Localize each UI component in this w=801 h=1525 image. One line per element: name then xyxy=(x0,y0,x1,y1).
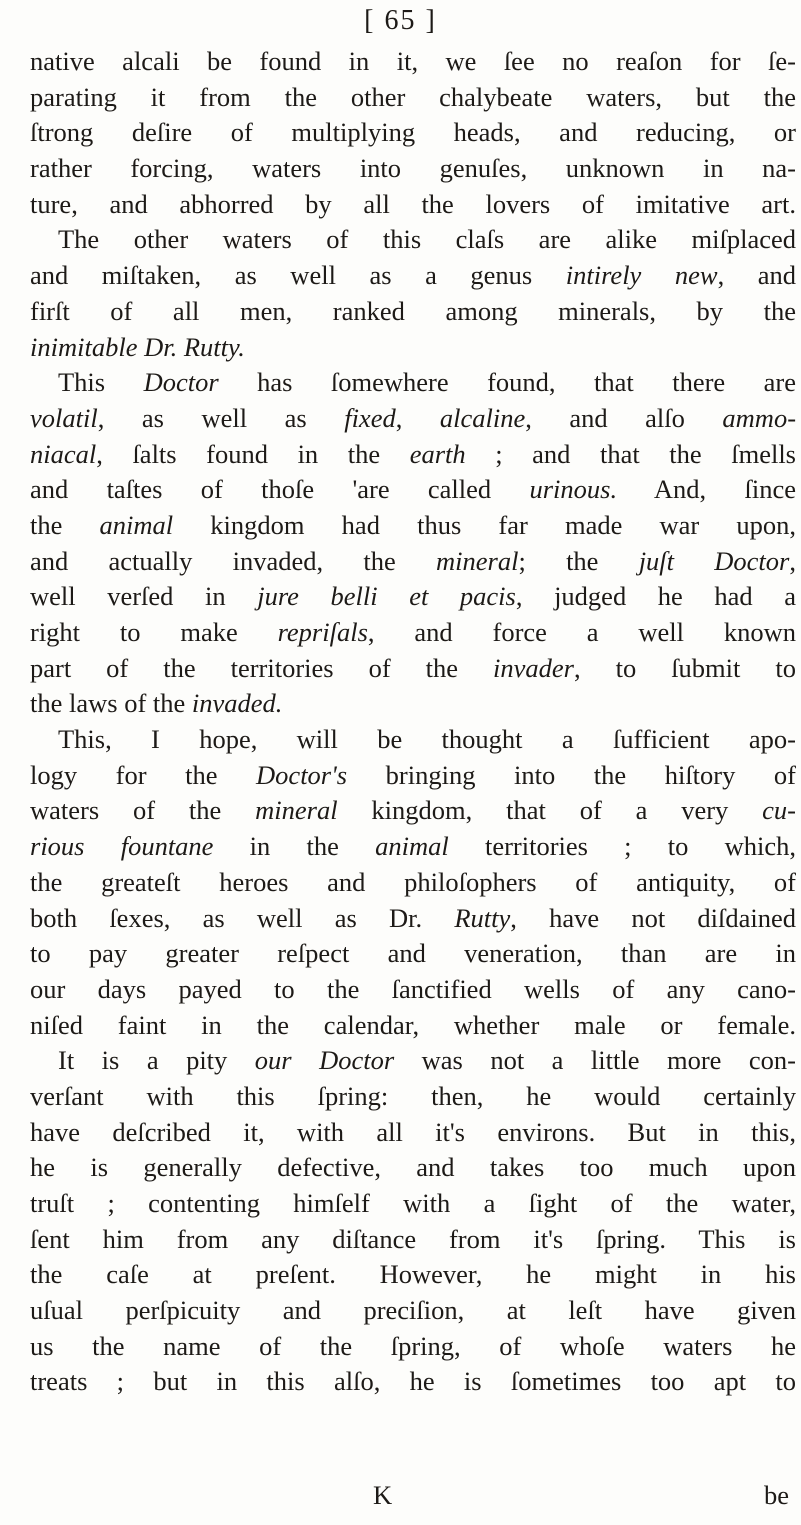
text-line xyxy=(30,1150,796,1186)
italic-text: niacal xyxy=(30,438,97,469)
text-line xyxy=(30,44,796,80)
text-run: the laws of the xyxy=(30,688,192,719)
text-run: ture, and abhorred by all the lovers of imitative art. xyxy=(30,188,796,219)
text-line xyxy=(30,508,796,544)
text-line xyxy=(30,472,796,508)
italic-text: rious fountane xyxy=(30,831,214,862)
text-line xyxy=(30,258,796,294)
text-line xyxy=(30,972,796,1008)
text-run: The other waters of this claſs are alike miſplaced xyxy=(58,224,796,255)
text-run: both ſexes, as well as Dr. xyxy=(30,902,455,933)
text-line xyxy=(30,1293,796,1329)
text-run: It is a pity xyxy=(58,1045,255,1076)
italic-text: intirely new xyxy=(565,260,718,291)
text-run: , to ſubmit to xyxy=(573,652,796,683)
text-line xyxy=(30,151,796,187)
text-run: parating it from the other chalybeate waters, but the xyxy=(30,81,796,112)
italic-text: urinous. xyxy=(529,474,618,505)
text-run: he is generally defective, and takes too much upon xyxy=(30,1152,796,1183)
text-line xyxy=(30,615,796,651)
italic-text: Rutty xyxy=(454,902,511,933)
text-run: kingdom had thus far made war upon, xyxy=(173,509,797,540)
text-line xyxy=(30,222,796,258)
text-line xyxy=(30,330,796,366)
text-run: waters of the xyxy=(30,795,256,826)
italic-text: mineral xyxy=(436,545,519,576)
text-run: was not a little more con- xyxy=(394,1045,796,1076)
text-run: firſt of all men, ranked among minerals, by the xyxy=(30,295,796,326)
text-run: , and alſo xyxy=(525,402,723,433)
text-line xyxy=(30,1115,796,1151)
italic-text: earth xyxy=(409,438,466,469)
body-text xyxy=(30,44,796,1400)
text-run: uſual perſpicuity and preciſion, at leſt have given xyxy=(30,1295,796,1326)
text-line xyxy=(30,437,796,473)
italic-text: alcaline xyxy=(439,402,526,433)
italic-text: repriſals xyxy=(277,617,368,647)
text-line xyxy=(30,401,796,437)
text-run: territories ; to which, xyxy=(448,831,796,862)
text-run: to pay greater reſpect and veneration, than are in xyxy=(30,938,796,969)
italic-text: fixed xyxy=(344,402,396,433)
text-run: bringing into the hiſtory of xyxy=(347,759,796,790)
signature-mark: K xyxy=(373,1480,393,1510)
text-run: kingdom, that of a very xyxy=(337,795,763,826)
text-run: niſed faint in the calendar, whether male or female. xyxy=(30,1009,796,1040)
text-line xyxy=(30,936,796,972)
text-run: the caſe at preſent. However, he might in his xyxy=(30,1259,796,1290)
text-line xyxy=(30,1186,796,1222)
text-run: , have not diſdained xyxy=(510,902,797,933)
text-line xyxy=(30,1329,796,1365)
text-line xyxy=(30,1043,796,1079)
text-line xyxy=(30,579,796,615)
text-line xyxy=(30,294,796,330)
text-run: , and force a well known xyxy=(367,617,796,647)
text-run: rather forcing, waters into genuſes, unknown in na- xyxy=(30,153,796,184)
text-run: our days payed to the ſanctified wells of any cano- xyxy=(30,973,796,1004)
text-line xyxy=(30,686,796,722)
text-run: , judged he had a xyxy=(515,581,796,612)
text-line xyxy=(30,1364,796,1400)
italic-text: animal xyxy=(375,831,449,862)
italic-text: jure belli et pacis xyxy=(257,581,516,612)
italic-text: our Doctor xyxy=(254,1045,395,1076)
text-run: ſtrong deſire of multiplying heads, and reducing, or xyxy=(30,117,796,148)
italic-text: juſt Doctor xyxy=(638,545,790,576)
text-run: us the name of the ſpring, of whoſe waters he xyxy=(30,1330,796,1361)
text-run: logy for the xyxy=(30,759,257,790)
italic-text: invaded. xyxy=(191,688,283,719)
text-run: truſt ; contenting himſelf with a ſight of the water, xyxy=(30,1188,796,1218)
italic-text: cu- xyxy=(762,795,796,826)
text-run: ; and that the ſmells xyxy=(465,438,796,469)
italic-text: volatil xyxy=(30,402,98,433)
text-line xyxy=(30,80,796,116)
text-run: This, I hope, will be thought a ſufficient apo- xyxy=(58,724,796,755)
text-run: , and xyxy=(717,260,796,291)
italic-text: mineral xyxy=(255,795,338,826)
text-run: and miſtaken, as well as a genus xyxy=(30,260,566,291)
text-run: And, ſince xyxy=(617,474,796,505)
italic-text: animal xyxy=(99,509,174,540)
text-run: This xyxy=(58,367,144,398)
text-line xyxy=(30,544,796,580)
text-line xyxy=(30,1257,796,1293)
text-line xyxy=(30,115,796,151)
page-footer xyxy=(0,1477,801,1513)
text-line xyxy=(30,365,796,401)
catchword: be xyxy=(763,1480,789,1510)
text-line xyxy=(30,829,796,865)
text-run: and taſtes of thoſe 'are called xyxy=(30,474,530,505)
text-run: native alcali be found in it, we ſee no reaſon for ſe- xyxy=(30,46,796,76)
text-run: ſent him from any diſtance from it's ſpring. This is xyxy=(30,1223,796,1254)
text-run: ; the xyxy=(518,545,639,576)
text-run: right to make xyxy=(30,617,278,647)
text-run: well verſed in xyxy=(30,581,258,612)
text-line xyxy=(30,187,796,223)
text-run: , ſalts found in the xyxy=(96,438,410,469)
text-line xyxy=(30,758,796,794)
text-line xyxy=(30,722,796,758)
italic-text: Doctor's xyxy=(256,759,348,790)
text-run: treats ; but in this alſo, he is ſometimes too apt to xyxy=(30,1366,796,1397)
text-run: , xyxy=(395,402,440,433)
text-run: has ſomewhere found, that there are xyxy=(218,367,796,398)
italic-text: Doctor xyxy=(143,367,219,398)
text-run: the greateſt heroes and philoſophers of antiquity, of xyxy=(30,866,796,897)
text-line xyxy=(30,865,796,901)
text-run: , xyxy=(789,545,796,576)
text-run: in the xyxy=(213,831,376,862)
text-run: verſant with this ſpring: then, he would certainly xyxy=(30,1080,796,1111)
text-run: part of the territories of the xyxy=(30,652,494,683)
text-line xyxy=(30,1008,796,1044)
page-number: [ 65 ] xyxy=(364,5,437,36)
text-run: have deſcribed it, with all it's environs. But in this, xyxy=(30,1116,796,1147)
text-line xyxy=(30,651,796,687)
text-line xyxy=(30,1079,796,1115)
text-run: and actually invaded, the xyxy=(30,545,437,576)
text-line xyxy=(30,793,796,829)
text-run: , as well as xyxy=(97,402,345,433)
italic-text: ammo- xyxy=(722,402,797,433)
italic-text: inimitable Dr. Rutty. xyxy=(30,331,245,362)
italic-text: invader xyxy=(493,652,574,683)
text-line xyxy=(30,1222,796,1258)
text-line xyxy=(30,901,796,937)
text-run: the xyxy=(30,509,100,540)
